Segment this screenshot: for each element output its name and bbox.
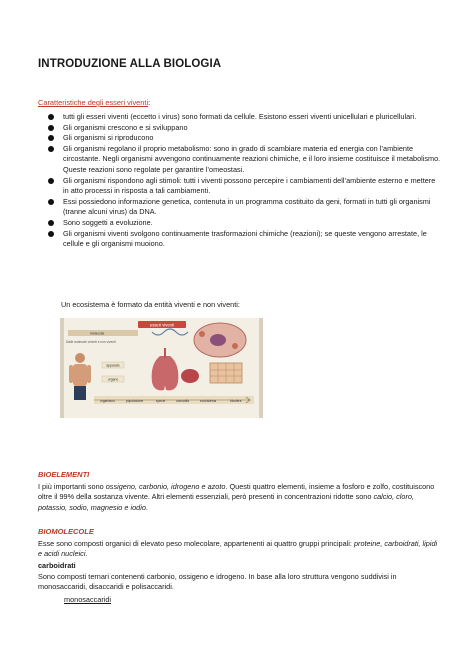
figure-label-molecules: molecole [90, 331, 105, 336]
figure-label-ecosystem: ecosistema [200, 399, 217, 403]
figure-label-top: esseri viventi [149, 322, 175, 328]
ecosystem-illustration [60, 318, 263, 418]
characteristics-list [48, 112, 443, 250]
characteristics-heading-text: Caratteristiche degli esseri viventi [38, 98, 149, 107]
ecosystem-figure [60, 318, 263, 418]
bullet-icon [48, 231, 54, 237]
page-title: INTRODUZIONE ALLA BIOLOGIA [38, 58, 222, 70]
figure-label-organ: organo [107, 377, 119, 382]
bullet-icon [48, 178, 54, 184]
figure-label-community: comunità [176, 399, 189, 403]
list-item: tutti gli esseri viventi (eccetto i virus) sono formati da cellule. Esistono esseri viventi unicellulari e pluricellulari. [48, 112, 443, 123]
characteristics-heading [38, 98, 150, 107]
bullet-icon [48, 135, 54, 141]
list-item: Essi possiedono informazione genetica, contenuta in un programma costituito da geni, formati in tutti gli organismi (tranne alcuni virus) da DNA. [48, 197, 443, 218]
bioelementi-heading: BIOELEMENTI [38, 470, 90, 479]
list-item: Gli organismi crescono e si sviluppano [48, 123, 443, 134]
figure-label-species: specie [156, 399, 166, 403]
bullet-icon [48, 199, 54, 205]
ecosystem-text: Un ecosistema è formato da entità viventi e non viventi: [61, 300, 240, 309]
list-item: Gli organismi rispondono agli stimoli: tutti i viventi possono percepire i cambiamenti dell’ambiente esterno e mettere in atto processi in risposta a tali cambiamenti. [48, 176, 443, 197]
carboidrati-paragraph: Sono composti ternari contenenti carbonio, ossigeno e idrogeno. In base alla loro struttura vengono suddivisi in monosaccaridi, disaccaridi e polisaccaridi. [38, 572, 397, 592]
characteristics-colon: : [148, 98, 151, 107]
bioelementi-paragraph: I più importanti sono ossigeno, carbonio, idrogeno e azoto. Questi quattro elementi, insieme a fosforo e zolfo, costituiscono oltre il 99% della sostanza vivente. Altri elementi essenziali, però presenti in concentrazioni ridotte sono calcio, cloro, potassio, sodio, magnesio e iodio. [38, 482, 435, 512]
figure-label-apparatus: apparato [106, 363, 120, 368]
bullet-icon [48, 114, 54, 120]
list-item: Sono soggetti a evoluzione. [48, 218, 443, 229]
figure-label-biosphere: biosfera [230, 399, 242, 403]
monosaccaridi-subheading: monosaccaridi [64, 595, 112, 604]
figure-label-side: Dalle molecole viventi e non viventi [66, 340, 116, 344]
bullet-icon [48, 146, 54, 152]
figure-label-organism: organismo [100, 399, 115, 403]
list-item: Gli organismi viventi svolgono continuamente trasformazioni chimiche (reazioni); se queste vengono arrestate, le cellule e gli organismi muoiono. [48, 229, 443, 250]
bullet-icon [48, 125, 54, 131]
list-item: Gli organismi si riproducono [48, 133, 443, 144]
bullet-icon [48, 220, 54, 226]
list-item: Gli organismi regolano il proprio metabolismo: sono in grado di scambiare materia ed energia con l’ambiente circostante. Negli organismi avvengono continuamente reazioni chimiche, e il loro insieme costituisce il metabolismo. Queste reazioni sono regolate per garantire l’omeostasi. [48, 144, 443, 176]
figure-label-population: popolazione [126, 399, 144, 403]
biomolecole-heading: BIOMOLECOLE [38, 527, 94, 536]
carboidrati-heading: carboidrati [38, 561, 76, 570]
biomolecole-paragraph: Esse sono composti organici di elevato peso molecolare, appartenenti ai quattro gruppi principali: proteine, carboidrati, lipidi e acidi nucleici. [38, 539, 438, 559]
